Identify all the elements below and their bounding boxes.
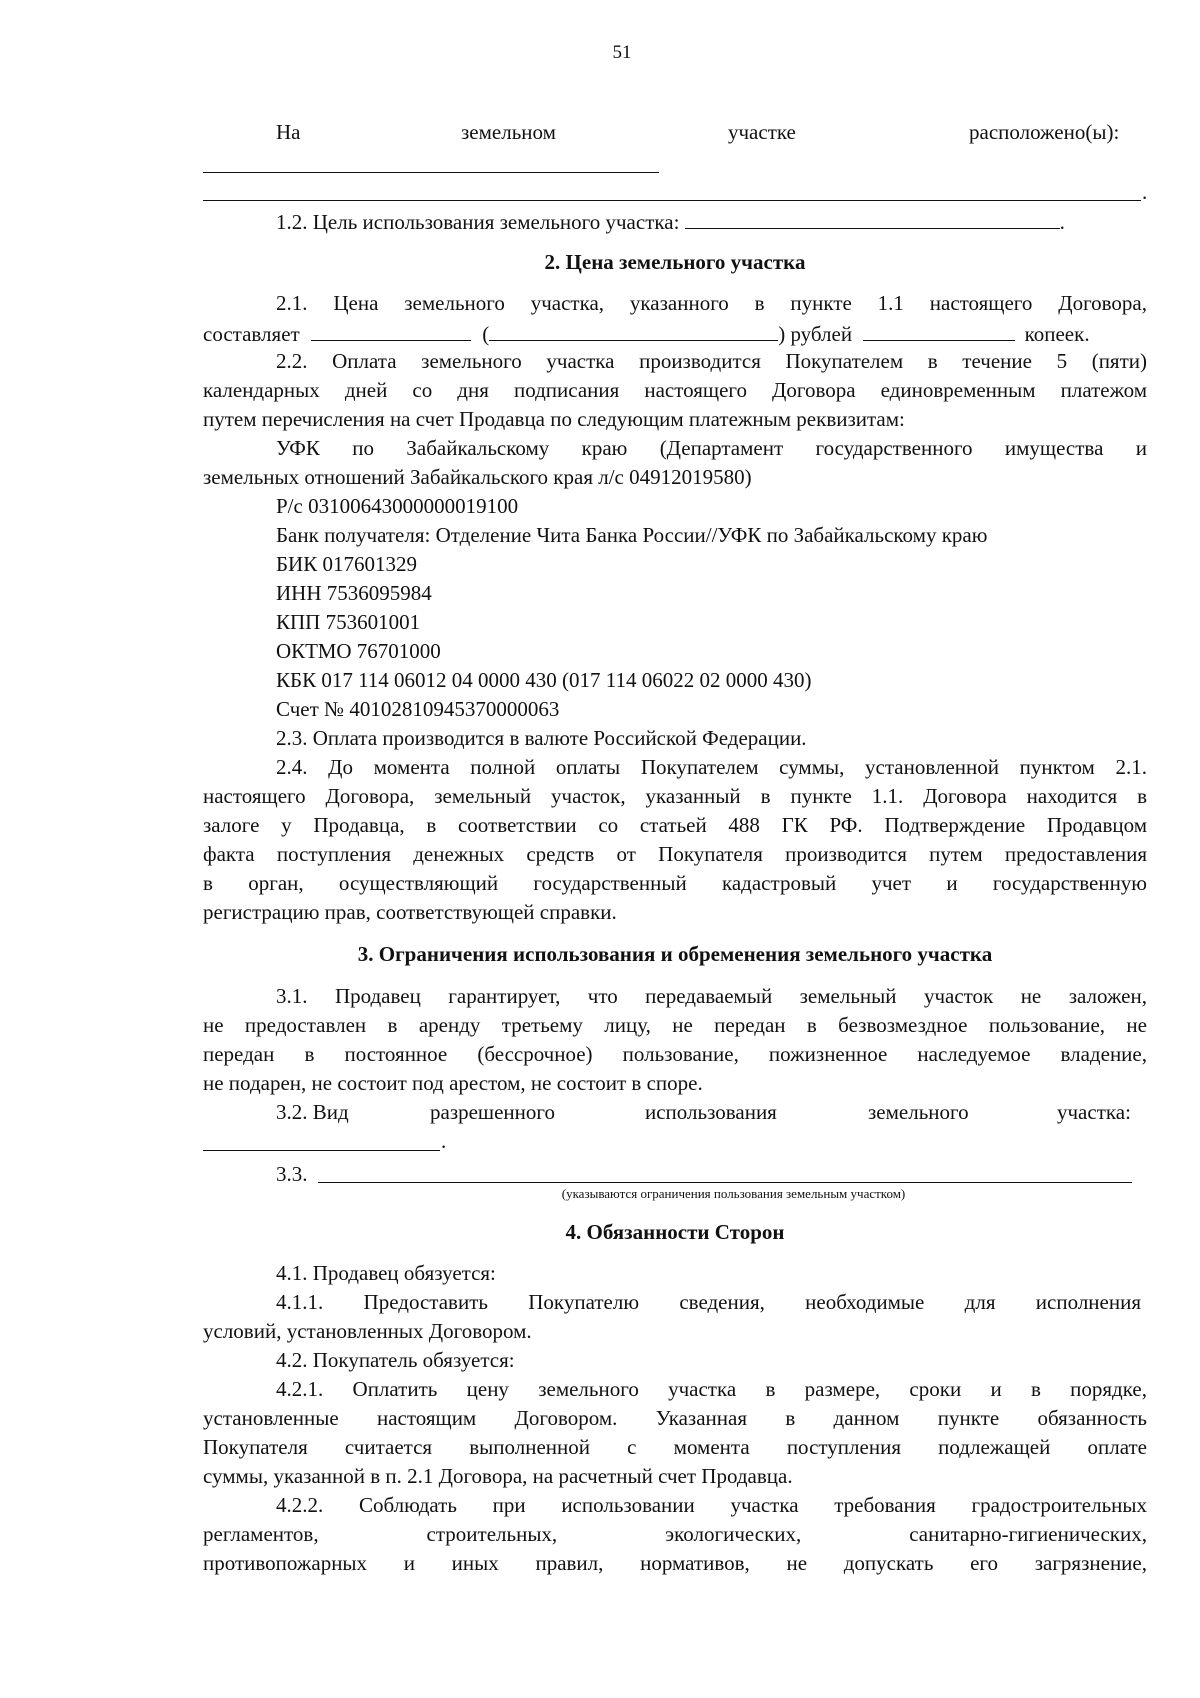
blank-field [311,318,471,341]
intro-word-2: земельном [461,120,556,144]
clause-3-3: 3.3. [276,1162,308,1186]
clause-4-2-2-line: противопожарных и иных правил, нормативов, не допускать его загрязнение, [203,1551,1147,1575]
clause-3-1-line: 3.1. Продавец гарантирует, что передаваемый земельный участок не заложен, [276,984,1147,1008]
blank-field [863,318,1015,341]
section-4-title: 4. Обязанности Сторон [565,1220,785,1244]
ufk-line: земельных отношений Забайкальского края л/с 04912019580) [203,465,752,489]
blank-line [203,172,659,173]
blank-line [203,200,1141,201]
blank-line [203,1150,440,1151]
blank-line [318,1182,1132,1183]
clause-2-1-line: 2.1. Цена земельного участка, указанного в пункте 1.1 настоящего Договора, [276,291,1147,315]
clause-2-4-line: факта поступления денежных средств от Покупателя производится путем предоставления [203,842,1147,866]
clause-4-1-1-line: 4.1.1. Предоставить Покупателю сведения, необходимые для исполнения [276,1290,1141,1314]
clause-2-4-line: в орган, осуществляющий государственный кадастровый учет и государственную [203,871,1147,895]
clause-4-1: 4.1. Продавец обязуется: [276,1261,496,1285]
clause-3-1-line: не предоставлен в аренду третьему лицу, не передан в безвозмездное пользование, не [203,1013,1147,1037]
requisite-inn: ИНН 7536095984 [276,581,432,605]
clause-4-2-1-line: суммы, указанной в п. 2.1 Договора, на расчетный счет Продавца. [203,1464,793,1488]
clause-2-4-line: регистрацию прав, соответствующей справки. [203,900,617,924]
page-number: 51 [612,42,632,63]
clause-4-2-1-line: установленные настоящим Договором. Указанная в данном пункте обязанность [203,1406,1147,1430]
clause-2-2-line: календарных дней со дня подписания настоящего Договора единовременным платежом [203,378,1147,402]
clause-2-1-price-line: составляет ( ) рублей копеек. [203,318,1147,349]
clause-4-2-1-line: 4.2.1. Оплатить цену земельного участка в размере, сроки и в порядке, [276,1377,1147,1401]
requisite-correspondent-account: Счет № 40102810945370000063 [276,697,560,721]
requisite-account: Р/с 03100643000000019100 [276,494,519,518]
intro-word-3: участке [728,120,796,144]
clause-4-2-2-line: 4.2.2. Соблюдать при использовании участка требования градостроительных [276,1493,1147,1517]
clause-2-4-line: 2.4. До момента полной оплаты Покупателем суммы, установленной пунктом 2.1. [276,755,1147,779]
intro-end-dot: . [1142,180,1148,204]
clause-2-4-line: залоге у Продавца, в соответствии со статьей 488 ГК РФ. Подтверждение Продавцом [203,813,1147,837]
clause-2-4-line: настоящего Договора, земельный участок, указанный в пункте 1.1. Договора находится в [203,784,1147,808]
requisite-oktmo: ОКТМО 76701000 [276,639,441,663]
requisite-bank: Банк получателя: Отделение Чита Банка России//УФК по Забайкальскому краю [276,523,988,547]
clause-3-3-note: (указываются ограничения пользования земельным участком) [561,1186,906,1201]
clause-4-1-1-line: условий, установленных Договором. [203,1319,532,1343]
clause-3-1-line: не подарен, не состоит под арестом, не состоит в споре. [203,1071,703,1095]
requisite-kpp: КПП 753601001 [276,610,421,634]
requisite-bik: БИК 017601329 [276,552,417,576]
requisite-kbk: КБК 017 114 06012 04 0000 430 (017 114 06022 02 0000 430) [276,668,812,692]
clause-2-3: 2.3. Оплата производится в валюте Российской Федерации. [276,726,807,750]
intro-word-1: На [276,120,301,144]
clause-2-2-line: путем перечисления на счет Продавца по следующим платежным реквизитам: [203,407,905,431]
clause-2-2-line: 2.2. Оплата земельного участка производится Покупателем в течение 5 (пяти) [276,349,1147,373]
blank-field [489,318,778,341]
ufk-line: УФК по Забайкальскому краю (Департамент государственного имущества и [276,436,1147,460]
document-page: 51 На земельном участке расположено(ы): . 1.2. Цель использования земельного участка: . 2. Цена земельного участка 2.1. Цена земельного участка, указанного в пункте 1.1 настоящего Договора, составляет ( ) рублей копеек. 2.2. Оплата земельного участка производится Покупателем в течение 5 (пяти) календарных дней со дня подписания настоящего Договора единовременным платежом путем перечисления на счет Продавца по следующим платежным реквизитам: УФК по Забайкальскому краю (Департамент государственного имущества и земельных отношений Забайкальского края л/с 04912019580) Р/с 03100643000000019100 Банк получателя: Отделение Чита Банка России//УФК по Забайкальскому краю БИК 017601329 ИНН 7536095984 КПП 753601001 ОКТМО 76701000 КБК 017 114 06012 04 0000 430 (017 114 06022 02 0000 430) Счет № 40102810945370000063 2.3. Оплата производится в валюте Российской Федерации. 2.4. До момента полной оплаты Покупателем суммы, установленной пунктом 2.1. настоящего Договора, земельный участок, указанный в пункте 1.1. Договора находится в залоге у Продавца, в соответствии со статьей 488 ГК РФ. Подтверждение Продавцом факта поступления денежных средств от Покупателя производится путем предоставления в орган, осуществляющий государственный кадастровый учет и государственную регистрацию прав, соответствующей справки. 3. Ограничения использования и обременения земельного участка 3.1. Продавец гарантирует, что передаваемый земельный участок не заложен, не предоставлен в аренду третьему лицу, не передан в безвозмездное пользование, не передан в постоянное (бессрочное) пользование, пожизненное наследуемое владение, не подарен, не состоит под арестом, не состоит в споре. 3.2. Вид разрешенного использования земельного участка: . 3.3. (указываются ограничения пользования земельным участком) 4. Обязанности Сторон 4.1. Продавец обязуется: 4.1.1. Предоставить Покупателю сведения, необходимые для исполнения условий, установленных Договором. 4.2. Покупатель обязуется: 4.2.1. Оплатить цену земельного участка в размере, сроки и в порядке, установленные настоящим Договором. Указанная в данном пункте обязанность Покупателя считается выполненной с момента поступления подлежащей оплате суммы, указанной в п. 2.1 Договора, на расчетный счет Продавца. 4.2.2. Соблюдать при использовании участка требования градостроительных регламентов, строительных, экологических, санитарно-гигиенических, противопожарных и иных правил, нормативов, не допускать его загрязнение, [0,0,1200,1698]
clause-1-2: 1.2. Цель использования земельного участка: . [276,206,1065,237]
clause-3-1-line: передан в постоянное (бессрочное) пользование, пожизненное наследуемое владение, [203,1042,1147,1066]
intro-word-4: расположено(ы): [969,120,1120,144]
section-2-title: 2. Цена земельного участка [544,250,806,274]
blank-field [685,206,1060,229]
clause-4-2-1-line: Покупателя считается выполненной с момента поступления подлежащей оплате [203,1435,1147,1459]
clause-4-2-2-line: регламентов, строительных, экологических, санитарно-гигиенических, [203,1522,1147,1546]
clause-4-2: 4.2. Покупатель обязуется: [276,1348,515,1372]
section-3-title: 3. Ограничения использования и обременения земельного участка [357,942,993,966]
